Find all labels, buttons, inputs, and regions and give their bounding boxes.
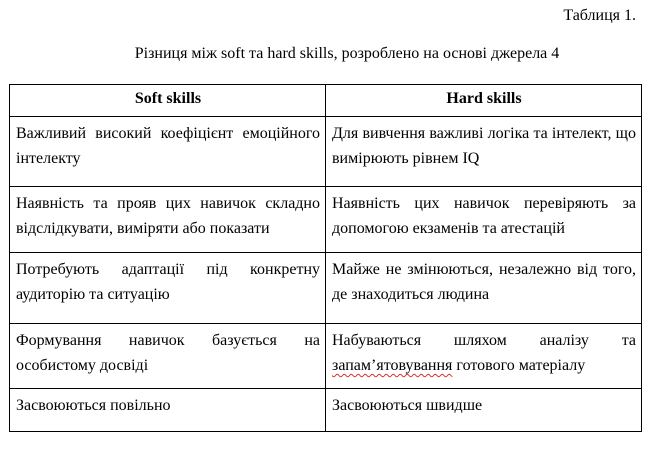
cell-hard: Майже не змінюються, незалежно від того, де знаходиться людина: [326, 253, 642, 324]
cell-soft: Формування навичок базується на особистому досвіді: [10, 324, 326, 389]
table-row: [10, 253, 642, 324]
skills-comparison-table: [9, 84, 642, 432]
table-row: [10, 117, 642, 187]
cell-soft: Засвоюються повільно: [10, 389, 326, 432]
cell-hard: Наявність цих навичок перевіряють за допомогою екзаменів та атестацій: [326, 187, 642, 253]
table-number: Таблиця 1.: [563, 7, 636, 24]
header-hard-skills: Hard skills: [326, 85, 642, 117]
cell-hard-text-end: готового матеріалу: [452, 357, 586, 374]
cell-hard: Засвоюються швидше: [326, 389, 642, 432]
table-row: [10, 389, 642, 432]
cell-soft: Важливий високий коефіцієнт емоційного інтелекту: [10, 117, 326, 187]
table-row: [10, 187, 642, 253]
header-soft-skills: Soft skills: [10, 85, 326, 117]
cell-hard-text-start: Набуваються шляхом аналізу та: [332, 332, 636, 349]
cell-hard: [326, 324, 642, 389]
table-header-row: [10, 85, 642, 117]
table-row: [10, 324, 642, 389]
cell-hard: Для вивчення важливі логіка та інтелект, що вимірюють рівнем IQ: [326, 117, 642, 187]
cell-soft: Наявність та прояв цих навичок складно відслідкувати, виміряти або показати: [10, 187, 326, 253]
cell-soft: Потребують адаптації під конкретну аудиторію та ситуацію: [10, 253, 326, 324]
table-caption: Різниця між soft та hard skills, розроблено на основі джерела 4: [134, 45, 560, 62]
spellcheck-flagged-word: запам’ятовування: [332, 357, 453, 374]
